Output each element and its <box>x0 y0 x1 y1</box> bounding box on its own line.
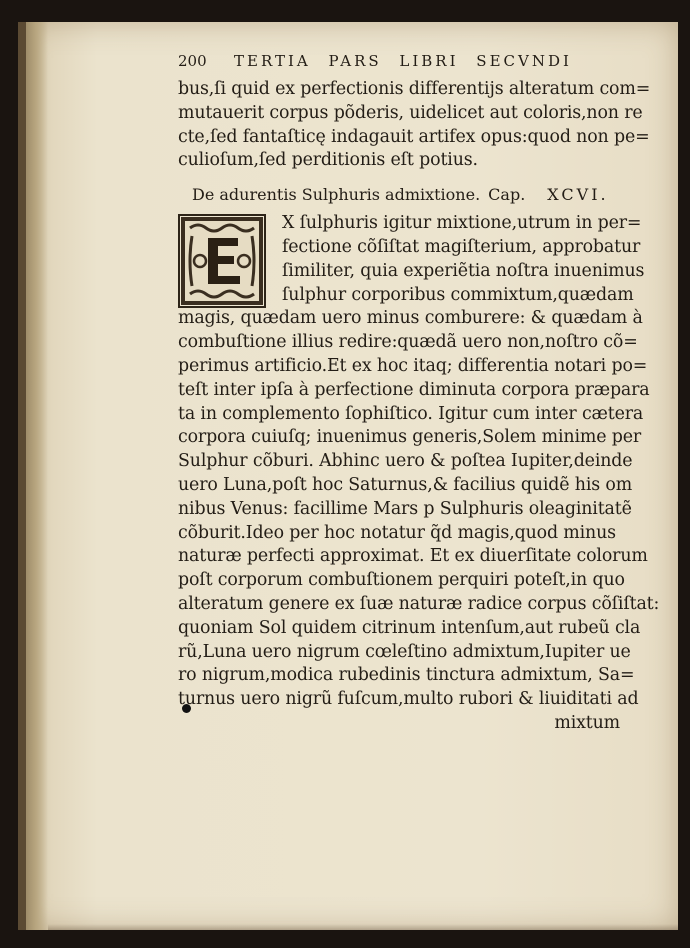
chapter-cap-label: Cap. <box>488 185 526 205</box>
catchword: mixtum <box>554 712 620 733</box>
text-line: perimus artificio.Et ex hoc itaq; differentia notari po= <box>178 355 648 376</box>
text-line: corpora cuiuſq; inuenimus generis,Solem minime per <box>178 427 642 448</box>
text-line: uero Luna,poſt hoc Saturnus,& facilius quidẽ his om <box>178 474 633 495</box>
decorated-initial-e-icon <box>178 214 266 308</box>
text-line: teſt inter ipſa à perfectione diminuta corpora præpara <box>178 379 650 400</box>
text-line: cõburit.Ideo per hoc notatur q̃d magis,quod minus <box>178 522 616 543</box>
text-line: X ſulphuris igitur mixtione,utrum in per= <box>282 213 642 234</box>
running-head-title: TERTIA PARS LIBRI SECVNDI <box>234 52 572 70</box>
text-line: turnus uero nigrũ fuſcum,multo rubori & liuiditati ad <box>178 689 639 710</box>
text-line: combuſtione illius redire:quædã uero non,noſtro cõ= <box>178 332 638 353</box>
continuation-paragraph <box>178 78 652 173</box>
text-line: bus,ſi quid ex perfectionis differentijs alteratum com= <box>178 79 651 99</box>
chapter-title: De adurentis Sulphuris admixtione. <box>192 185 481 205</box>
text-line: fectione cõſiſtat magiſterium, approbatur <box>282 236 641 257</box>
text-line: cte,ſed fantaſticę indagauit artifex opus:quod non pe= <box>178 126 650 147</box>
text-line: Sulphur cõburi. Abhinc uero & poſtea Iupiter,deinde <box>178 451 633 472</box>
page-edge-shadow <box>48 924 678 930</box>
text-line: poſt corporum combuſtionem perquiri poteſt,in quo <box>178 570 625 591</box>
text-line: nibus Venus: facillime Mars p Sulphuris oleaginitatẽ <box>178 498 632 519</box>
text-line: ſulphur corporibus commixtum,quædam <box>282 284 634 305</box>
text-line: ro nigrum,modica rubedinis tinctura admixtum, Sa= <box>178 665 635 686</box>
text-line: rũ,Luna uero nigrum cœleſtino admixtum,Iupiter ue <box>178 641 631 662</box>
folio-number: 200 <box>178 52 207 70</box>
chapter-heading <box>192 185 652 204</box>
text-line: alteratum genere ex ſuæ naturæ radice corpus cõſiſtat: <box>178 593 660 614</box>
text-line: magis, quædam uero minus comburere: & quædam à <box>178 308 643 329</box>
text-line: ta in complemento ſophiſtico. Igitur cum inter cætera <box>178 403 644 424</box>
book-spine <box>18 22 26 930</box>
chapter-paragraph <box>178 212 660 736</box>
text-line: culioſum,ſed perditionis eſt potius. <box>178 150 478 171</box>
running-head <box>178 52 652 78</box>
text-line: quoniam Sol quidem citrinum intenſum,aut rubeũ cla <box>178 617 641 638</box>
text-block <box>178 52 660 736</box>
text-line: ſimiliter, quia experiẽtia noſtra inuenimus <box>282 260 645 281</box>
text-line: naturæ perfecti approximat. Et ex diuerſitate colorum <box>178 546 648 567</box>
text-line: mutauerit corpus põderis, uidelicet aut coloris,non re <box>178 102 643 123</box>
chapter-number: XCVI. <box>547 185 609 205</box>
